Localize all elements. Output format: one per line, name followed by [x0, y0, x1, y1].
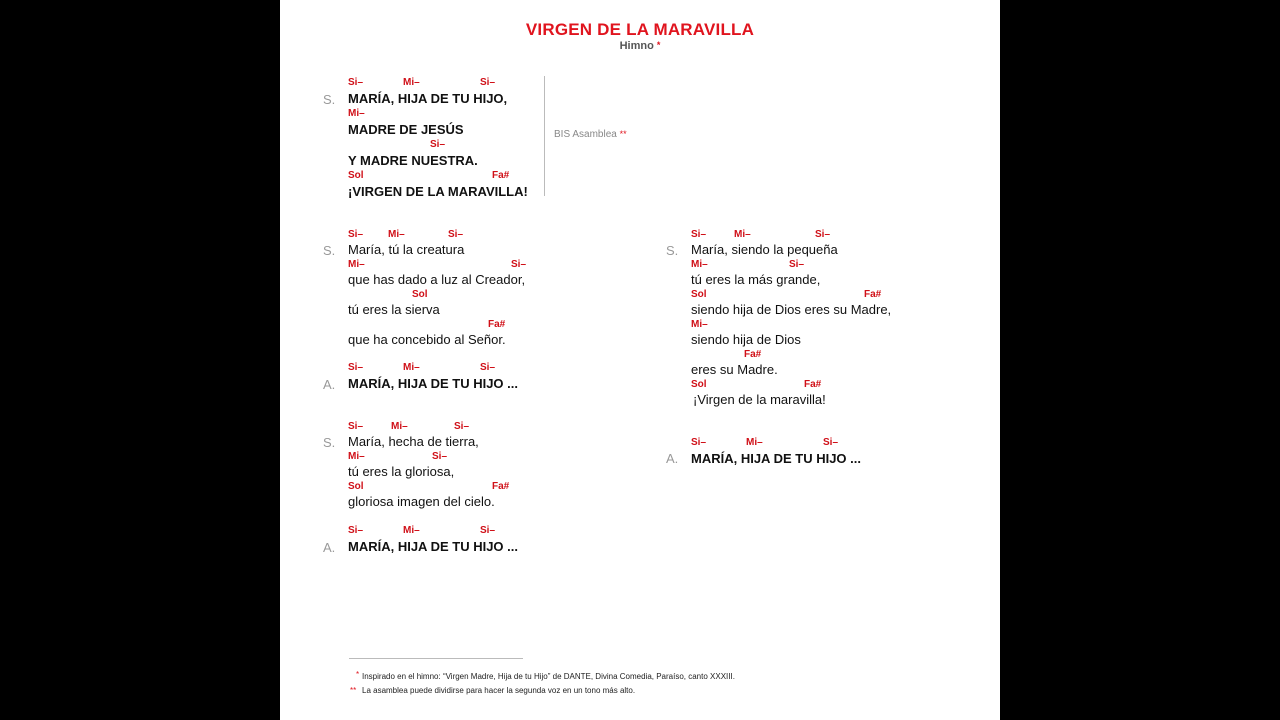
footnote — [350, 686, 636, 695]
chord: Fa# — [492, 481, 510, 492]
chord: Si– — [691, 229, 707, 240]
chord: Si– — [348, 77, 364, 88]
footnote — [356, 670, 735, 681]
chord: Fa# — [864, 289, 882, 300]
song-subtitle — [280, 40, 1000, 52]
chord: Mi– — [348, 451, 365, 462]
footnote-divider — [349, 658, 523, 659]
verse-line: María, siendo la pequeña — [691, 242, 838, 257]
chord: Mi– — [746, 437, 763, 448]
chord: Fa# — [488, 319, 506, 330]
chord: Si– — [432, 451, 448, 462]
chord: Si– — [823, 437, 839, 448]
chorus-line: ¡VIRGEN DE LA MARAVILLA! — [348, 184, 528, 199]
chord: Mi– — [403, 525, 420, 536]
verse-marker: S. — [323, 435, 336, 450]
chord: Mi– — [388, 229, 405, 240]
verse-line: tú eres la más grande, — [691, 272, 821, 287]
bis-note — [554, 129, 627, 140]
verse-line: María, tú la creatura — [348, 242, 465, 257]
subtitle-footnote-mark: * — [656, 40, 661, 50]
chord: Si– — [789, 259, 805, 270]
assembly-line: MARÍA, HIJA DE TU HIJO ... — [348, 539, 518, 554]
chord: Mi– — [348, 259, 365, 270]
song-title: VIRGEN DE LA MARAVILLA — [525, 20, 755, 39]
chord: Fa# — [804, 379, 822, 390]
chord: Sol — [412, 289, 428, 300]
chord: Si– — [480, 77, 496, 88]
chord: Fa# — [744, 349, 762, 360]
chord: Si– — [348, 525, 364, 536]
chord: Si– — [348, 362, 364, 373]
chord: Si– — [480, 362, 496, 373]
chord: Sol — [348, 481, 364, 492]
chord: Mi– — [691, 319, 708, 330]
bis-divider — [544, 76, 545, 196]
chord: Sol — [691, 379, 707, 390]
chord: Si– — [348, 229, 364, 240]
chord: Sol — [348, 170, 364, 181]
verse-line: María, hecha de tierra, — [348, 434, 479, 449]
assembly-line: MARÍA, HIJA DE TU HIJO ... — [348, 376, 518, 391]
chord: Si– — [430, 139, 446, 150]
bis-footnote-mark: ** — [619, 129, 627, 139]
chord: Mi– — [403, 362, 420, 373]
verse-marker: S. — [323, 243, 336, 258]
chord: Si– — [448, 229, 464, 240]
subtitle-text: Himno — [619, 40, 654, 52]
chord: Mi– — [348, 108, 365, 119]
chord: Si– — [348, 421, 364, 432]
verse-line: tú eres la gloriosa, — [348, 464, 455, 479]
footnote-text: Inspirado en el himno: “Virgen Madre, Hija de tu Hijo” de DANTE, Divina Comedia, Paraíso, canto XXXIII. — [362, 672, 735, 681]
chord: Si– — [691, 437, 707, 448]
chord: Sol — [691, 289, 707, 300]
chord: Si– — [511, 259, 527, 270]
assembly-marker: A. — [666, 451, 679, 466]
verse-line: tú eres la sierva — [348, 302, 440, 317]
chord: Si– — [815, 229, 831, 240]
chorus-line: Y MADRE NUESTRA. — [348, 153, 478, 168]
bis-label: BIS Asamblea — [554, 129, 617, 140]
verse-line: que ha concebido al Señor. — [348, 332, 506, 347]
assembly-marker: A. — [323, 540, 336, 555]
footnote-mark: ** — [350, 686, 357, 695]
verse-line: que has dado a luz al Creador, — [348, 272, 526, 287]
chorus-line: MADRE DE JESÚS — [348, 122, 464, 137]
chord: Mi– — [691, 259, 708, 270]
verse-marker: S. — [666, 243, 679, 258]
chorus-line: MARÍA, HIJA DE TU HIJO, — [348, 91, 508, 106]
chord: Si– — [454, 421, 470, 432]
chord: Mi– — [391, 421, 408, 432]
chord: Fa# — [492, 170, 510, 181]
assembly-line: MARÍA, HIJA DE TU HIJO ... — [691, 451, 861, 466]
song-sheet-page — [280, 0, 1000, 720]
chord: Mi– — [734, 229, 751, 240]
verse-line: siendo hija de Dios — [691, 332, 801, 347]
chord: Mi– — [403, 77, 420, 88]
verse-line: eres su Madre. — [691, 362, 778, 377]
assembly-marker: A. — [323, 377, 336, 392]
footnote-text: La asamblea puede dividirse para hacer la segunda voz en un tono más alto. — [362, 686, 636, 695]
verse-line: ¡Virgen de la maravilla! — [693, 392, 826, 407]
footnote-mark: * — [356, 670, 360, 679]
verse-line: siendo hija de Dios eres su Madre, — [691, 302, 892, 317]
chorus-marker: S. — [323, 92, 336, 107]
verse-line: gloriosa imagen del cielo. — [348, 494, 495, 509]
chord: Si– — [480, 525, 496, 536]
